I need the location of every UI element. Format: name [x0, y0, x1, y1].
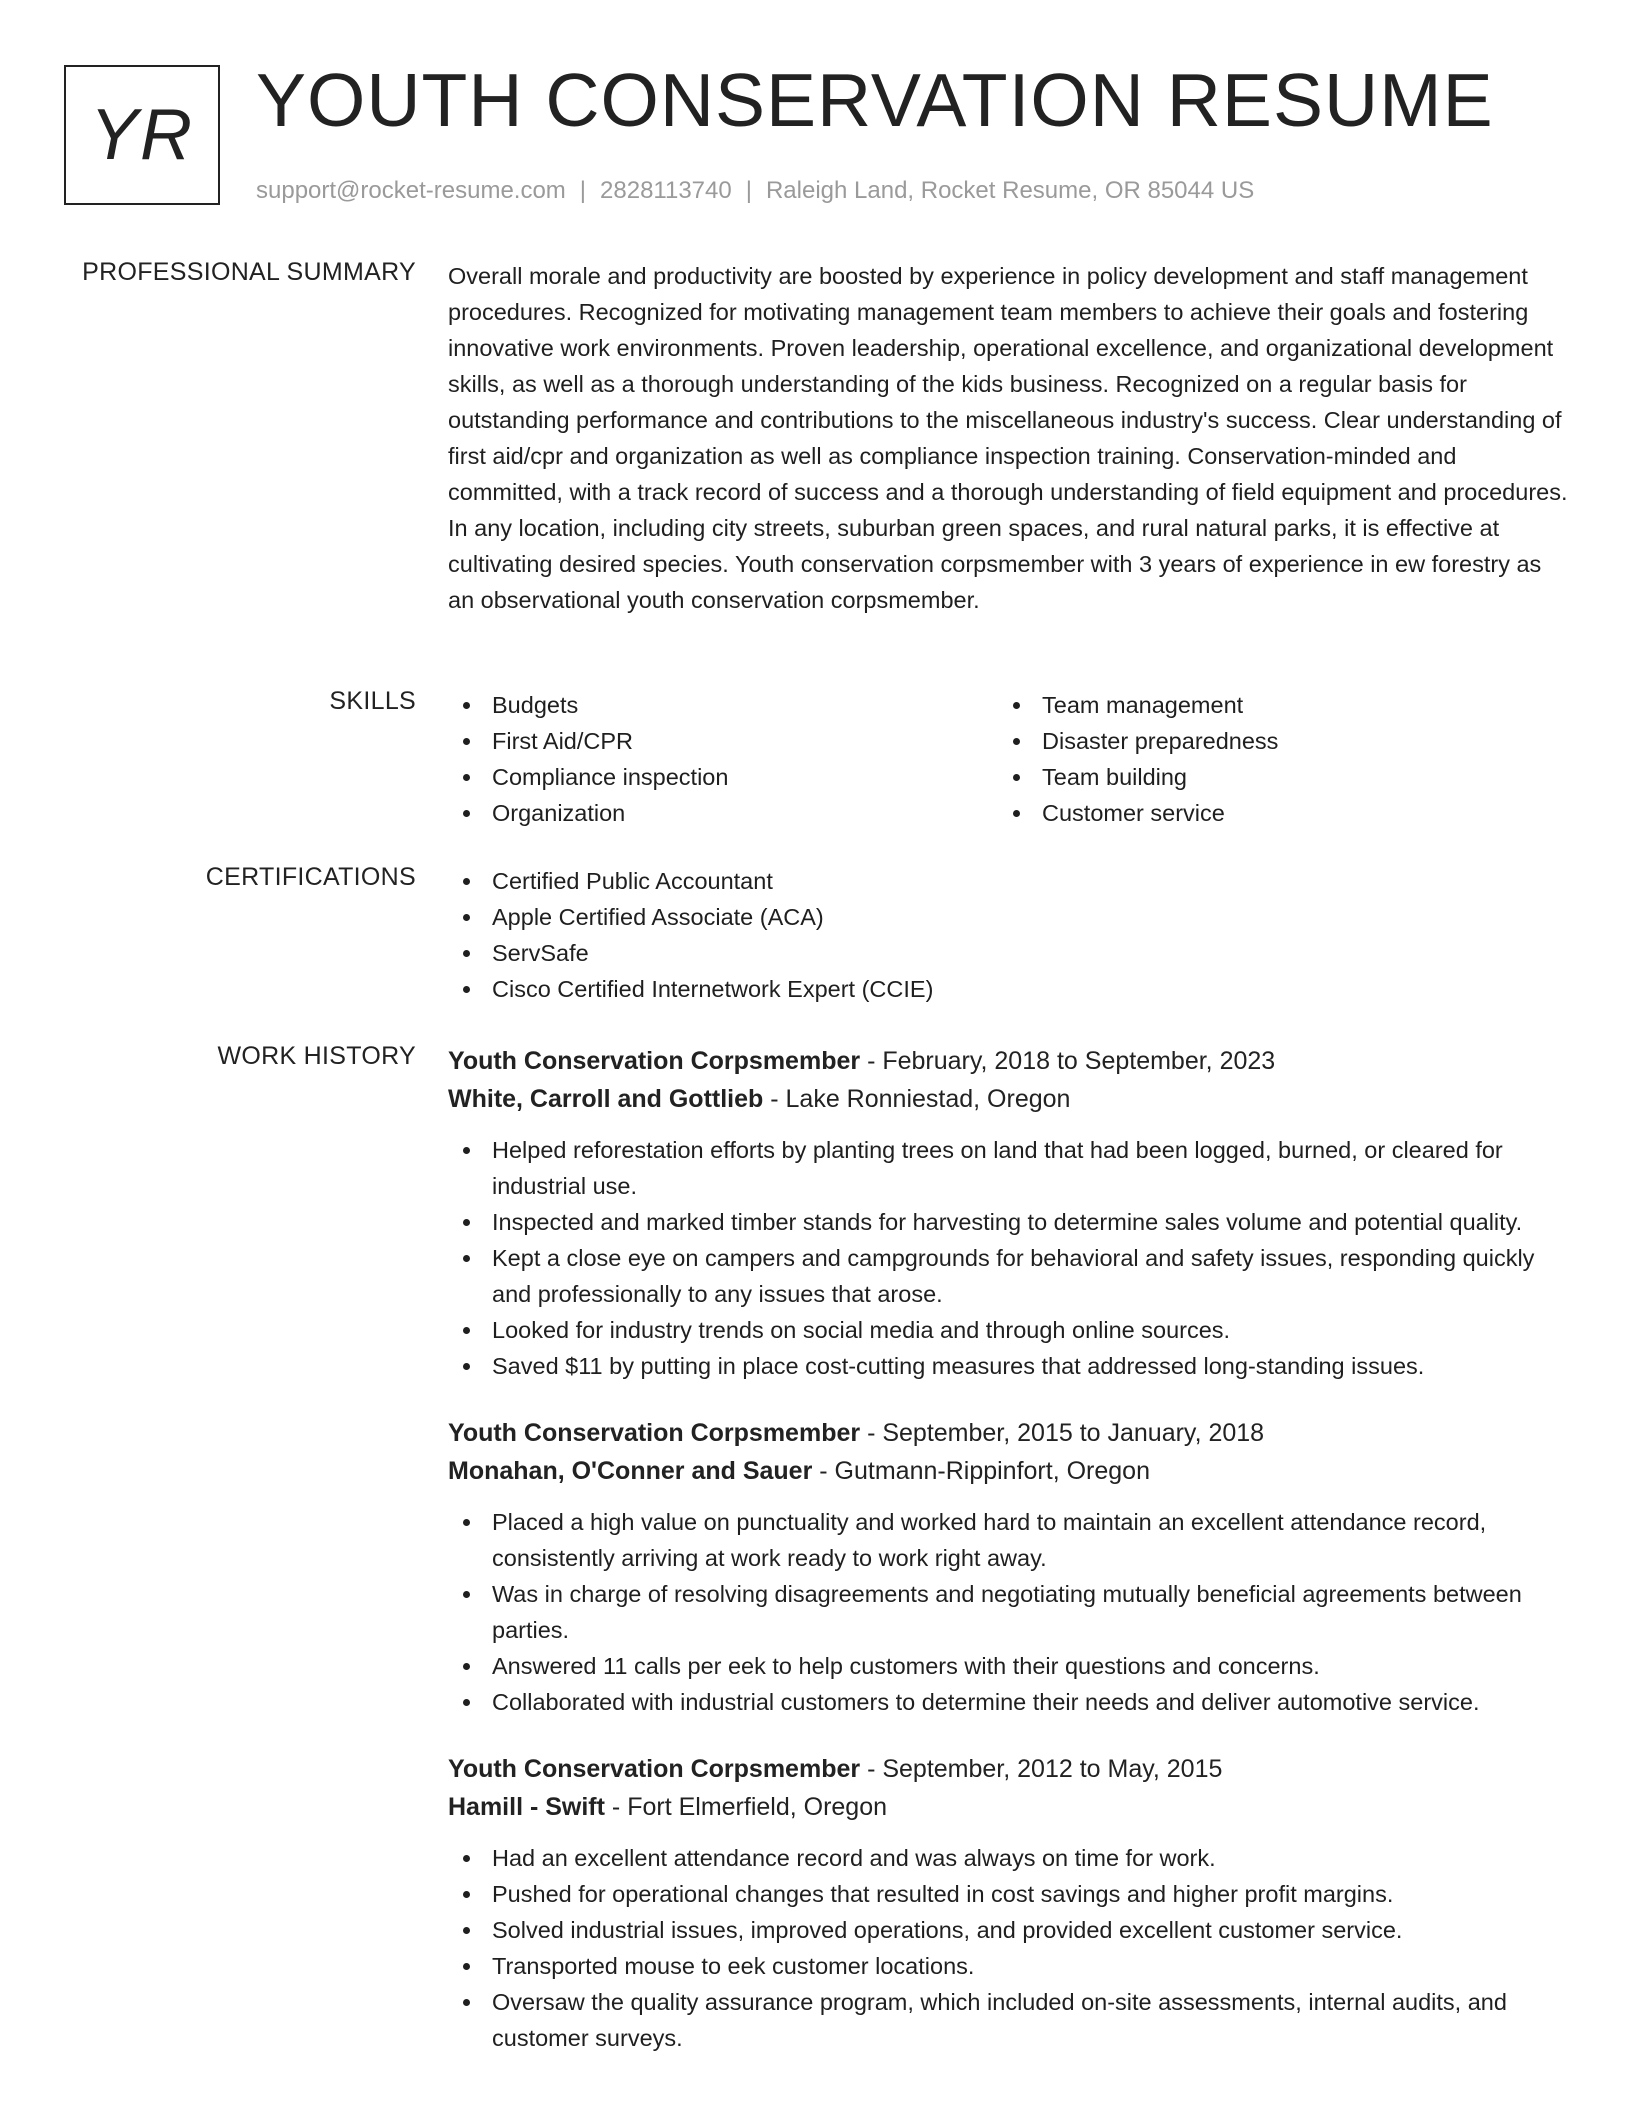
job-location: - Fort Elmerfield, Oregon — [611, 1793, 888, 1821]
job-entry — [448, 1042, 1568, 1384]
job-title: Youth Conservation Corpsmember — [448, 1755, 861, 1783]
job-company: Hamill - Swift — [448, 1793, 605, 1821]
job-bullet: Looked for industry trends on social media and through online sources. — [448, 1312, 1568, 1348]
monogram-badge: YR — [64, 65, 220, 205]
job-bullet: Transported mouse to eek customer locations. — [448, 1948, 1568, 1984]
job-dates: - September, 2012 to May, 2015 — [867, 1755, 1223, 1783]
job-bullets — [448, 1840, 1568, 2056]
summary-label: PROFESSIONAL SUMMARY — [82, 258, 416, 286]
contact-line — [256, 177, 1254, 205]
job-bullet: Had an excellent attendance record and was always on time for work. — [448, 1840, 1568, 1876]
skill-item: Team management — [998, 687, 1548, 723]
job-bullet: Solved industrial issues, improved operations, and provided excellent customer service. — [448, 1912, 1568, 1948]
job-title-line — [448, 1750, 1568, 1788]
job-dates: - February, 2018 to September, 2023 — [867, 1047, 1276, 1075]
job-company-line — [448, 1080, 1568, 1118]
resume-title: YOUTH CONSERVATION RESUME — [256, 58, 1494, 142]
summary-text: Overall morale and productivity are boosted by experience in policy development and staff management procedures. Recognized for motivating management team members to achieve their goals and fostering innovative work environments. Proven leadership, operational excellence, and organizational development skills, as well as a thorough understanding of the kids business. Recognized on a regular basis for outstanding performance and contributions to the miscellaneous industry's success. Clear understanding of first aid/cpr and organization as well as compliance inspection training. Conservation-minded and committed, with a track record of success and a thorough understanding of field equipment and procedures. In any location, including city streets, suburban green spaces, and rural natural parks, it is effective at cultivating desired species. Youth conservation corpsmember with 3 years of experience in ew forestry as an observational youth conservation corpsmember. — [448, 263, 1568, 613]
contact-address: Raleigh Land, Rocket Resume, OR 85044 US — [765, 177, 1255, 204]
job-title: Youth Conservation Corpsmember — [448, 1419, 861, 1447]
skill-item: Compliance inspection — [448, 759, 998, 795]
contact-separator: | — [745, 177, 752, 204]
certification-item: ServSafe — [448, 935, 1568, 971]
certification-item: Apple Certified Associate (ACA) — [448, 899, 1568, 935]
skill-item: Team building — [998, 759, 1548, 795]
job-bullets — [448, 1504, 1568, 1720]
skills-list — [448, 687, 1568, 831]
skill-item: Disaster preparedness — [998, 723, 1548, 759]
skills-column-left — [448, 687, 998, 831]
job-title-line — [448, 1042, 1568, 1080]
job-entry — [448, 1750, 1568, 2056]
job-bullets — [448, 1132, 1568, 1384]
skills-label: SKILLS — [329, 687, 416, 715]
job-bullet: Helped reforestation efforts by planting trees on land that had been logged, burned, or cleared for industrial use. — [448, 1132, 1568, 1204]
skills-column-right — [998, 687, 1548, 831]
contact-separator: | — [579, 177, 587, 204]
job-bullet: Oversaw the quality assurance program, which included on-site assessments, internal audits, and customer surveys. — [448, 1984, 1568, 2056]
certifications-label: CERTIFICATIONS — [205, 863, 416, 891]
job-bullet: Was in charge of resolving disagreements and negotiating mutually beneficial agreements between parties. — [448, 1576, 1568, 1648]
skill-item: Customer service — [998, 795, 1548, 831]
job-company-line — [448, 1452, 1568, 1490]
job-bullet: Pushed for operational changes that resulted in cost savings and higher profit margins. — [448, 1876, 1568, 1912]
skill-item: First Aid/CPR — [448, 723, 998, 759]
certifications-list — [448, 863, 1568, 1007]
job-title-line — [448, 1414, 1568, 1452]
job-entry — [448, 1414, 1568, 1720]
certification-item: Cisco Certified Internetwork Expert (CCIE) — [448, 971, 1568, 1007]
certification-item: Certified Public Accountant — [448, 863, 1568, 899]
summary-content — [448, 258, 1568, 618]
job-location: - Gutmann-Rippinfort, Oregon — [819, 1457, 1150, 1485]
job-company-line — [448, 1788, 1568, 1826]
job-bullet: Inspected and marked timber stands for harvesting to determine sales volume and potential quality. — [448, 1204, 1568, 1240]
job-company: Monahan, O'Conner and Sauer — [448, 1457, 813, 1485]
job-location: - Lake Ronniestad, Oregon — [770, 1085, 1071, 1113]
skill-item: Organization — [448, 795, 998, 831]
work-history-label: WORK HISTORY — [217, 1042, 416, 1070]
job-title: Youth Conservation Corpsmember — [448, 1047, 861, 1075]
job-bullet: Collaborated with industrial customers to determine their needs and deliver automotive service. — [448, 1684, 1568, 1720]
job-bullet: Placed a high value on punctuality and worked hard to maintain an excellent attendance record, consistently arriving at work ready to work right away. — [448, 1504, 1568, 1576]
job-bullet: Answered 11 calls per eek to help customers with their questions and concerns. — [448, 1648, 1568, 1684]
job-bullet: Kept a close eye on campers and campgrounds for behavioral and safety issues, responding quickly and professionally to any issues that arose. — [448, 1240, 1568, 1312]
job-bullet: Saved $11 by putting in place cost-cutting measures that addressed long-standing issues. — [448, 1348, 1568, 1384]
job-dates: - September, 2015 to January, 2018 — [867, 1419, 1265, 1447]
skill-item: Budgets — [448, 687, 998, 723]
contact-email: support@rocket-resume.com — [256, 177, 566, 204]
contact-phone: 2828113740 — [600, 177, 732, 204]
work-history-content — [448, 1042, 1568, 2086]
resume-header — [64, 58, 1592, 215]
job-company: White, Carroll and Gottlieb — [448, 1085, 764, 1113]
certifications-content — [448, 863, 1568, 1007]
